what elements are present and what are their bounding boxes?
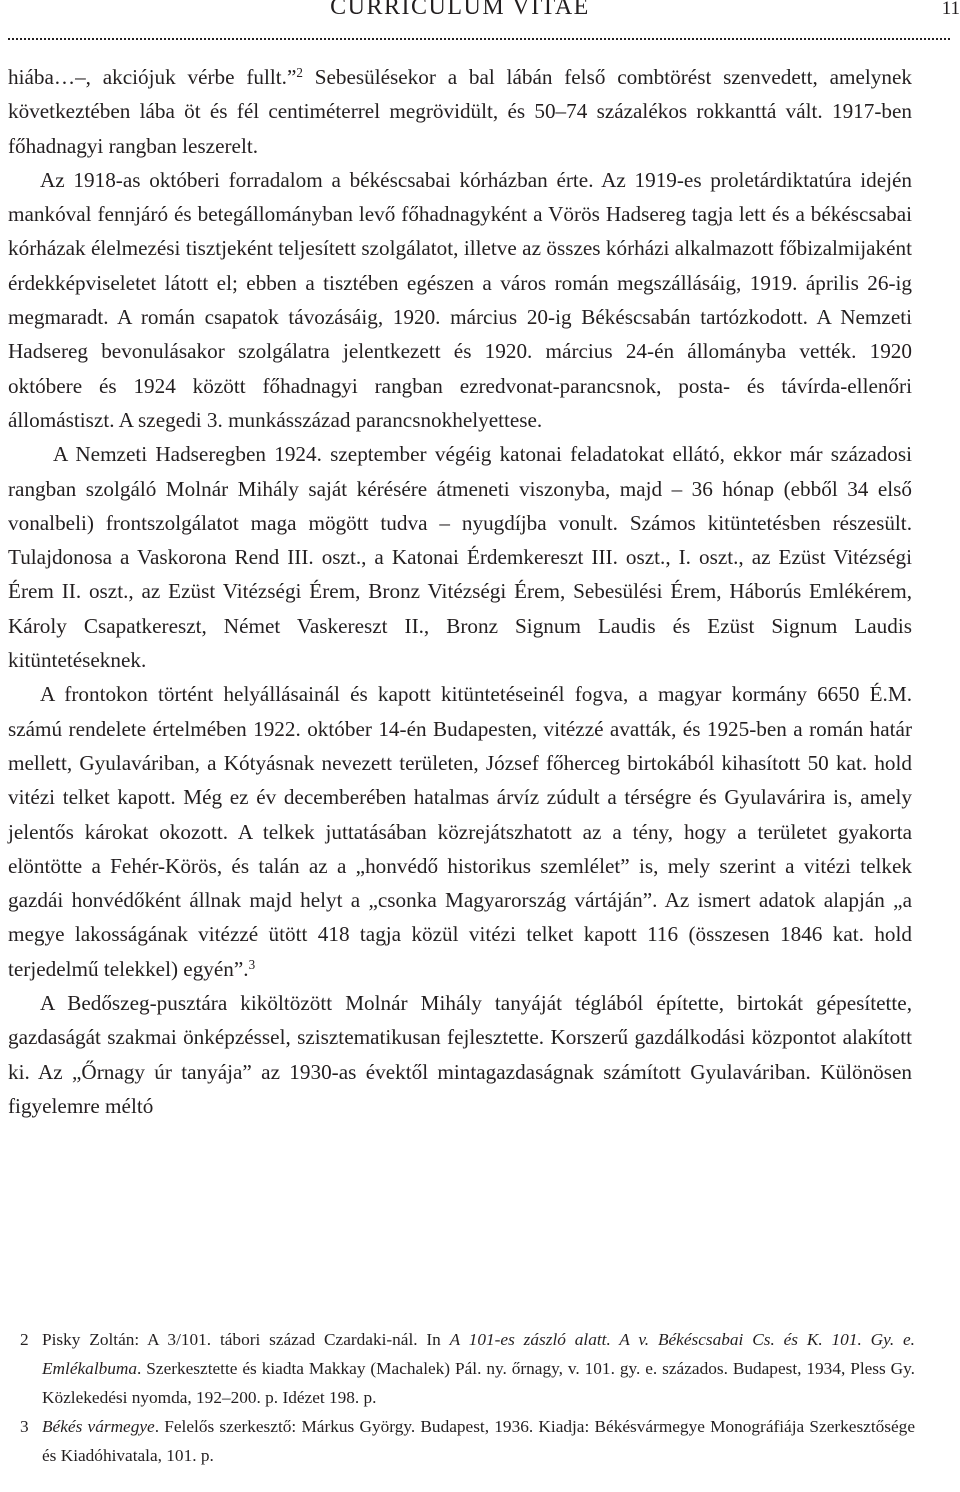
main-text [8, 60, 912, 1123]
footnote-text: . Szerkesztette és kiadta Makkay (Machalek) Pál. ny. őrnagy, v. 101. gy. e. százados. Budapest, 1934, Pless Gy. Közlekedési nyomda, 192–200. p. Idézet 198. p. [42, 1359, 915, 1407]
paragraph-4 [8, 677, 912, 986]
page-number: 11 [941, 0, 960, 19]
paragraph-3: A Nemzeti Hadseregben 1924. szeptember végéig katonai feladatokat ellátó, ekkor már századosi rangban szolgáló Molnár Mihály saját kérésére átmeneti viszonyba, majd – 36 hónap (ebből 34 első vonalbeli) frontszolgálatot maga mögött tudva – nyugdíjba vonult. Számos kitüntetésben részesült. Tulajdonosa a Vaskorona Rend III. oszt., a Katonai Érdemkereszt III. oszt., I. oszt., az Ezüst Vitézségi Érem II. oszt., az Ezüst Vitézségi Érem, Bronz Vitézségi Érem, Sebesülési Érem, Háborús Emlékérem, Károly Csapatkereszt, Német Vaskereszt II., Bronz Signum Laudis és Ezüst Signum Laudis kitüntetéseknek. [8, 442, 912, 673]
footnote-ref-3: 3 [248, 956, 256, 972]
footnote-text: Pisky Zoltán: A 3/101. tábori század Czardaki-nál. In [42, 1330, 450, 1349]
footnote-text: . Felelős szerkesztő: Márkus György. Budapest, 1936. Kiadja: Békésvármegye Monográfiája Szerkesztősége és Kiadóhivatala, 101. p. [42, 1417, 915, 1465]
footnote-italic-title: Békés vármegye [42, 1417, 155, 1436]
paragraph-1-text-a: hiába…–, akciójuk vérbe fullt.” [8, 65, 297, 89]
paragraph-1 [8, 60, 912, 163]
paragraph-4-text: A frontokon történt helyállásainál és kapott kitüntetéseinél fogva, a magyar kormány 6650 É.M. számú rendelete értelmében 1922. október 14-én Budapesten, vitézzé avatták, és 1925-ben a román határ mellett, Gyulaváriban, a Kótyásnak nevezett területen, József főherceg birtokából kihasított 50 kat. hold vitézi telket kapott. Még ez év decemberében hatalmas árvíz zúdult a térségre és Gyulavárira is, amely jelentős károkat okozott. A telkek juttatásában közrejátszhatott az a tény, hogy a területet gyakorta elöntötte a Fehér-Körös, és talán az a „honvédő historikus szemlélet” is, mely szerint a vitézi telkek gazdái honvédőként állnak majd helyt a „csonka Magyarország vártáján”. Az ismert adatok alapján „a megye lakosságának vitézzé ütött 418 tagja közül vitézi telket kapott 116 (összesen 1846 kat. hold terjedelmű telekkel) egyén”. [8, 682, 912, 981]
footnote-ref-2: 2 [296, 64, 303, 80]
running-title: CURRICULUM VITAE [330, 0, 590, 20]
header-dotted-rule [8, 38, 950, 40]
paragraph-1-text-b: Sebesülésekor a bal lábán felső combtörést szenvedett, amelynek következtében lába öt és fél centiméterrel megrövidült, és 50–74 százalékos rokkanttá vált. 1917-ben főhadnagyi rangban leszerelt. [8, 65, 912, 158]
paragraph-5: A Bedőszeg-pusztára kiköltözött Molnár Mihály tanyáját téglából építette, birtokát gépesítette, gazdaságát szakmai önképzéssel, szisztematikusan fejlesztette. Korszerű gazdálkodási központot alakított ki. Az „Őrnagy úr tanyája” az 1930-as évektől mintagazdaságnak számított Gyulaváriban. Különösen figyelemre méltó [8, 991, 912, 1118]
footnotes [20, 1325, 915, 1470]
footnote-3 [20, 1412, 915, 1470]
paragraph-2: Az 1918-as októberi forradalom a békéscsabai kórházban érte. Az 1919-es proletárdiktatúra idején mankóval fennjáró és betegállományban levő főhadnagyként a Vörös Hadsereg tagja lett és a békéscsabai kórházak élelmezési tisztjeként teljesített szolgálatot, illetve az összes kórházi alkalmazott főbizalmijaként érdekképviseletet látott el; ebben a tisztében egészen a város román megszállásáig, 1919. április 26-ig megmaradt. A román csapatok távozásáig, 1920. március 20-ig Békéscsabán tartózkodott. A Nemzeti Hadsereg bevonulásakor szolgálatra jelentkezett és 1920. március 24-én állományba vették. 1920 októbere és 1924 között főhadnagyi rangban ezredvonat-parancsnok, posta- és távírda-ellenőri állomástiszt. A szegedi 3. munkásszázad parancsnokhelyettese. [8, 167, 912, 432]
running-header [0, 0, 960, 42]
footnote-number: 2 [20, 1330, 29, 1349]
footnote-number: 3 [20, 1417, 29, 1436]
footnote-2 [20, 1325, 915, 1412]
footnote-italic-title: A 101-es zászló alatt. A v. Békéscsabai Cs. és K. 101. Gy. e. Emlékalbuma [42, 1330, 915, 1378]
